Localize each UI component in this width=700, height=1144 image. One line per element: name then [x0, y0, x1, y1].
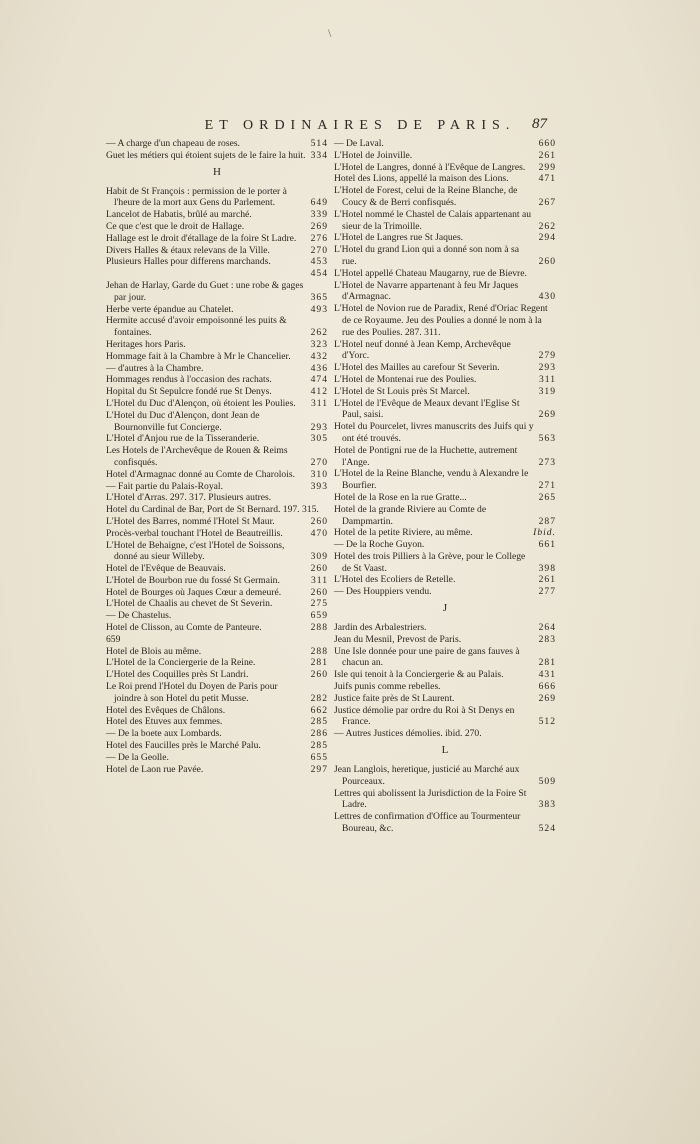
entry-page-ref: 270	[310, 244, 328, 256]
index-entry	[334, 681, 556, 693]
index-entry	[334, 244, 556, 268]
entry-page-ref: 288	[310, 645, 328, 657]
entry-text: — De Chastelus.	[106, 610, 172, 622]
entry-text: L'Hotel de Novion rue de Paradix, René d'Oriac Regent de ce Royaume. Jeu des Poulies a donné le nom à la rue des Poulies. 287. 311.	[334, 303, 548, 338]
index-entry	[106, 705, 328, 717]
index-entry	[106, 386, 328, 398]
entry-text: L'Hotel de Forest, celui de la Reine Blanche, de Coucy & de Berri confisqués.	[334, 185, 518, 208]
entry-page-ref: 655	[310, 751, 328, 763]
index-entry	[106, 315, 328, 339]
entry-page-ref: 288	[310, 622, 328, 634]
entry-text: Hotel du Cardinal de Bar, Port de St Bernard. 197. 315.	[106, 504, 319, 516]
index-entry	[334, 374, 556, 386]
entry-text: Lancelot de Habatis, brûlé au marché.	[106, 209, 252, 221]
entry-text: L'Hotel d'Anjou rue de la Tisseranderie.	[106, 433, 260, 445]
index-entry	[334, 811, 556, 835]
index-entry	[334, 646, 556, 670]
index-entry	[334, 173, 556, 185]
entry-text: Hotel de la petite Riviere, au même.	[334, 527, 473, 539]
entry-page-ref: 285	[310, 716, 328, 728]
entry-page-ref: 311	[310, 574, 328, 586]
index-entry	[106, 339, 328, 351]
index-entry	[334, 468, 556, 492]
index-entry	[334, 492, 556, 504]
index-entry	[334, 669, 556, 681]
index-entry	[106, 504, 328, 516]
index-entry	[106, 516, 328, 528]
index-entry	[106, 433, 328, 445]
entry-text: L'Hotel de Joinville.	[334, 149, 413, 161]
entry-text: L'Hotel des Coquilles près St Landri.	[106, 669, 249, 681]
entry-text: Plusieurs Halles pour differens marchands.	[106, 256, 271, 268]
entry-text: L'Hotel des Barres, nommé l'Hotel St Maur.	[106, 515, 275, 527]
entry-text: Hotel de Clisson, au Comte de Panteure.	[106, 622, 262, 634]
entry-page-ref: 287	[538, 515, 556, 527]
entry-page-ref: 262	[310, 327, 328, 339]
entry-page-ref: 281	[310, 657, 328, 669]
page-number: 87	[532, 116, 547, 132]
index-entry	[106, 410, 328, 434]
entry-page-ref: 269	[538, 409, 556, 421]
entry-page-ref: 493	[310, 303, 328, 315]
entry-text: L'Hotel de Chaalis au chevet de St Severin.	[106, 598, 273, 610]
entry-page-ref: 261	[538, 149, 556, 161]
entry-text: L'Hotel de la Reine Blanche, vendu à Alexandre le Bourfier.	[334, 468, 529, 492]
entry-text: Divers Halles & étaux relevans de la Ville.	[106, 244, 270, 256]
index-entry	[334, 705, 556, 729]
entry-text: Heritages hors Paris.	[106, 338, 186, 350]
entry-text: L'Hotel de Montenai rue des Poulies.	[334, 373, 477, 385]
index-column-left	[106, 138, 328, 775]
index-entry	[106, 374, 328, 386]
index-entry	[106, 634, 328, 646]
entry-page-ref: 649	[310, 197, 328, 209]
index-entry	[106, 646, 328, 658]
index-entry	[334, 185, 556, 209]
entry-text: Hotel des Evêques de Châlons.	[106, 704, 226, 716]
index-entry	[334, 280, 556, 304]
index-entry	[106, 610, 328, 622]
index-entry	[334, 527, 556, 539]
index-entry	[106, 669, 328, 681]
entry-text: Guet les métiers qui étoient sujets de le faire la huit.	[106, 149, 306, 161]
entry-page-ref: 299	[538, 161, 556, 173]
index-entry	[334, 551, 556, 575]
index-entry	[334, 268, 556, 280]
entry-text: — Des Houppiers vendu.	[334, 586, 432, 598]
entry-text: Herbe verte épandue au Chatelet.	[106, 303, 234, 315]
entry-text: Procès-verbal touchant l'Hotel de Beautreillis.	[106, 527, 283, 539]
index-entry	[106, 563, 328, 575]
index-entry	[106, 740, 328, 752]
entry-page-ref: 524	[538, 823, 556, 835]
entry-text: — Autres Justices démolies. ibid. 270.	[334, 728, 482, 740]
entry-page-ref: 293	[538, 362, 556, 374]
index-entry	[334, 574, 556, 586]
entry-page-ref: 660	[538, 138, 556, 149]
index-entry	[106, 540, 328, 564]
entry-text: Hotel de Laon rue Pavée.	[106, 763, 204, 775]
entry-page-ref: 514	[310, 138, 328, 149]
index-entry	[334, 150, 556, 162]
entry-text: L'Hotel neuf donné à Jean Kemp, Archevêque d'Yorc.	[334, 338, 511, 362]
index-entry	[334, 445, 556, 469]
entry-page-ref: 431	[538, 669, 556, 681]
entry-page-ref: 262	[538, 220, 556, 232]
index-entry	[334, 232, 556, 244]
index-entry	[106, 186, 328, 210]
entry-text: Hotel des Lions, appellé la maison des Lions.	[334, 173, 509, 185]
entry-text: Une Isle donnée pour une paire de gans fauves à chacun an.	[334, 645, 520, 669]
entry-page-ref: 563	[538, 432, 556, 444]
index-entry	[334, 303, 556, 338]
entry-text: Hotel de la grande Riviere au Comte de Dampmartin.	[334, 503, 487, 527]
index-entry	[106, 256, 328, 268]
entry-page-ref: 393	[310, 480, 328, 492]
entry-page-ref: 339	[310, 209, 328, 221]
entry-text: Jehan de Harlay, Garde du Guet : une robe & gages par jour.	[106, 279, 304, 303]
entry-text: L'Hotel de l'Evêque de Meaux devant l'Eglise St Paul, saisi.	[334, 397, 520, 421]
entry-page-ref: 285	[310, 740, 328, 752]
entry-page-ref: 383	[538, 799, 556, 811]
entry-text: L'Hotel de Navarre appartenant à feu Mr Jaques d'Armagnac.	[334, 279, 519, 303]
index-entry	[334, 386, 556, 398]
entry-text: L'Hotel des Ecoliers de Retelle.	[334, 574, 456, 586]
entry-page-ref: 430	[538, 291, 556, 303]
running-head: ET ORDINAIRES DE PARIS.	[204, 118, 516, 133]
index-entry	[334, 339, 556, 363]
index-entry	[106, 233, 328, 245]
entry-text: Isle qui tenoit à la Conciergerie & au Palais.	[334, 669, 504, 681]
entry-page-ref: 474	[310, 374, 328, 386]
entry-page-ref: 432	[310, 350, 328, 362]
entry-page-ref: 311	[538, 373, 556, 385]
index-entry	[334, 622, 556, 634]
entry-text: — d'autres à la Chambre.	[106, 362, 204, 374]
entry-page-ref: 661	[538, 539, 556, 551]
entry-text: L'Hotel de Behaigne, c'est l'Hotel de Soissons, donné au sieur Willeby.	[106, 539, 285, 563]
entry-page-ref: 311	[310, 397, 328, 409]
index-entry	[106, 445, 328, 469]
entry-text: — A charge d'un chapeau de roses.	[106, 138, 240, 149]
entry-page-ref: 293	[310, 421, 328, 433]
entry-text: Hotel de la Rose en la rue Gratte...	[334, 491, 467, 503]
entry-text: L'Hotel des Mailles au carefour St Severin.	[334, 362, 500, 374]
section-letter: J	[442, 602, 448, 615]
entry-page-ref: 319	[538, 385, 556, 397]
section-letter: L	[441, 744, 449, 757]
index-entry	[334, 788, 556, 812]
entry-text: L'Hotel du Duc d'Alençon, où étoient les Poulies.	[106, 397, 296, 409]
index-entry	[106, 598, 328, 610]
entry-text: Lettres qui abolissent la Jurisdiction de la Foire St Ladre.	[334, 787, 527, 811]
entry-page-ref: 509	[538, 775, 556, 787]
index-entry	[106, 622, 328, 634]
entry-page-ref: 267	[538, 196, 556, 208]
index-entry	[106, 138, 328, 150]
entry-text: Le Roi prend l'Hotel du Doyen de Paris pour joindre à son Hotel du petit Musse.	[106, 681, 278, 704]
entry-page-ref: 662	[310, 704, 328, 716]
entry-text: Habit de St François : permission de le porter à l'heure de la mort aux Gens du Parlement.	[106, 185, 287, 209]
entry-text: — Fait partie du Palais-Royal.	[106, 480, 223, 492]
entry-text: Hotel du Pourcelet, livres manuscrits des Juifs qui y ont été trouvés.	[334, 421, 534, 444]
entry-text: Hopital du St Sepulcre fondé rue St Denys.	[106, 386, 272, 398]
index-entry	[334, 504, 556, 528]
fold-mark: \	[328, 26, 332, 40]
entry-page-ref: 275	[310, 598, 328, 610]
section-letter: H	[213, 165, 221, 178]
index-entry	[106, 150, 328, 162]
entry-text: Hallage est le droit d'étallage de la foire St Ladre.	[106, 232, 297, 244]
entry-page-ref: 271	[538, 480, 556, 492]
entry-page-ref: 454	[310, 268, 328, 280]
index-entry	[106, 245, 328, 257]
entry-text: Hermite accusé d'avoir empoisonné les puits & fontaines.	[106, 315, 287, 339]
index-entry	[334, 421, 556, 445]
entry-text: L'Hotel du Duc d'Alençon, dont Jean de Bournonville fut Concierge.	[106, 409, 260, 433]
entry-page-ref: 412	[310, 386, 328, 398]
entry-text: L'Hotel de St Louis près St Marcel.	[334, 385, 470, 397]
entry-page-ref: 305	[310, 433, 328, 445]
entry-text: Jean Langlois, heretique, justicié au Marché aux Pourceaux.	[334, 764, 520, 787]
index-entry	[334, 586, 556, 598]
entry-page-ref: 365	[310, 291, 328, 303]
entry-page-ref: 273	[538, 456, 556, 468]
entry-page-ref: 265	[538, 491, 556, 503]
entry-page-ref: 310	[310, 468, 328, 480]
index-entry	[334, 693, 556, 705]
index-entry	[334, 539, 556, 551]
entry-text: L'Hotel d'Arras. 297. 317. Plusieurs autres.	[106, 492, 272, 504]
entry-text: — De Laval.	[334, 138, 384, 149]
entry-page-ref: 269	[310, 220, 328, 232]
index-entry	[106, 681, 328, 705]
entry-text: Hommages rendus à l'occasion des rachats.	[106, 374, 272, 386]
entry-text: — De la Roche Guyon.	[334, 539, 425, 551]
entry-page-ref: 323	[310, 338, 328, 350]
entry-text: Juifs punis comme rebelles.	[334, 681, 441, 693]
entry-page-ref: 659	[310, 610, 328, 622]
index-entry	[106, 764, 328, 776]
entry-text: Hotel de Bourges où Jaques Cœur a demeuré.	[106, 586, 282, 598]
entry-page-ref: 666	[538, 681, 556, 693]
entry-page-ref: 260	[310, 669, 328, 681]
entry-page-ref: Ibid.	[533, 527, 556, 539]
entry-text: Justice démolie par ordre du Roi à St Denys en France.	[334, 704, 515, 728]
entry-page-ref: 282	[310, 692, 328, 704]
index-entry	[106, 398, 328, 410]
entry-page-ref: 471	[538, 173, 556, 185]
index-entry	[106, 528, 328, 540]
index-entry	[106, 469, 328, 481]
index-entry	[106, 587, 328, 599]
index-entry	[334, 728, 556, 740]
index-entry	[106, 363, 328, 375]
entry-text: Hommage fait à la Chambre à Mr le Chancelier.	[106, 350, 291, 362]
entry-page-ref: 398	[538, 562, 556, 574]
entry-page-ref: 277	[538, 586, 556, 598]
entry-text: Hotel de l'Evêque de Beauvais.	[106, 563, 226, 575]
entry-text: Lettres de confirmation d'Office au Tourmenteur Boureau, &c.	[334, 811, 521, 835]
entry-page-ref: 512	[538, 716, 556, 728]
entry-text: Hotel de Blois au même.	[106, 645, 202, 657]
entry-page-ref: 260	[310, 515, 328, 527]
entry-page-ref: 260	[310, 563, 328, 575]
index-entry	[106, 728, 328, 740]
entry-page-ref: 334	[310, 149, 328, 161]
entry-page-ref: 264	[538, 622, 556, 634]
entry-page-ref: 276	[310, 232, 328, 244]
index-entry	[106, 351, 328, 363]
index-entry	[106, 492, 328, 504]
entry-page-ref: 279	[538, 350, 556, 362]
entry-page-ref: 309	[310, 551, 328, 563]
entry-text: — De la boete aux Lombards.	[106, 728, 222, 740]
entry-text: L'Hotel de Langres rue St Jaques.	[334, 232, 464, 244]
entry-page-ref: 453	[310, 256, 328, 268]
entry-text: Hotel d'Armagnac donné au Comte de Charolois.	[106, 468, 296, 480]
entry-text: Jardin des Arbalestriers.	[334, 622, 427, 634]
entry-page-ref: 281	[538, 657, 556, 669]
entry-page-ref: 269	[538, 692, 556, 704]
entry-text: Hotel des trois Pilliers à la Grève, pour le College de St Vaast.	[334, 550, 526, 574]
index-entry	[334, 209, 556, 233]
entry-page-ref: 260	[310, 586, 328, 598]
entry-text: Hotel des Etuves aux femmes.	[106, 716, 223, 728]
entry-page-ref: 261	[538, 574, 556, 586]
index-entry	[106, 268, 328, 280]
entry-page-ref: 470	[310, 527, 328, 539]
entry-text: L'Hotel de Langres, donné à l'Evêque de Langres.	[334, 161, 526, 173]
entry-text: Ce que c'est que le droit de Hallage.	[106, 220, 245, 232]
entry-text: 659	[106, 633, 121, 645]
index-entry	[106, 280, 328, 304]
entry-text: Les Hotels de l'Archevêque de Rouen & Reims confisqués.	[106, 445, 288, 468]
index-entry	[334, 362, 556, 374]
index-entry	[334, 398, 556, 422]
index-entry	[334, 634, 556, 646]
index-entry	[106, 481, 328, 493]
entry-page-ref: 286	[310, 728, 328, 740]
entry-text: Justice faite près de St Laurent.	[334, 692, 455, 704]
index-entry	[334, 138, 556, 150]
index-entry	[106, 716, 328, 728]
index-entry	[106, 304, 328, 316]
index-entry	[334, 764, 556, 788]
index-entry	[106, 209, 328, 221]
index-entry	[106, 657, 328, 669]
index-entry	[106, 752, 328, 764]
index-entry	[106, 221, 328, 233]
entry-text: L'Hotel nommé le Chastel de Calais appartenant au sieur de la Trimoille.	[334, 208, 532, 232]
entry-text: L'Hotel de la Conciergerie de la Reine.	[106, 657, 256, 669]
entry-page-ref: 283	[538, 633, 556, 645]
entry-page-ref: 260	[538, 255, 556, 267]
index-entry	[334, 162, 556, 174]
entry-page-ref: 436	[310, 362, 328, 374]
entry-text: L'Hotel appellé Chateau Maugarny, rue de Bievre.	[334, 267, 527, 279]
entry-text: Hotel des Faucilles près le Marché Palu.	[106, 740, 261, 752]
entry-page-ref: 270	[310, 456, 328, 468]
entry-page-ref: 294	[538, 232, 556, 244]
entry-text: — De la Geolle.	[106, 751, 169, 763]
entry-text: Jean du Mesnil, Prevost de Paris.	[334, 633, 462, 645]
entry-text: L'Hotel de Bourbon rue du fossé St Germain.	[106, 574, 280, 586]
entry-text: L'Hotel du grand Lion qui a donné son nom à sa rue.	[334, 244, 520, 267]
index-column-right	[334, 138, 556, 835]
index-entry	[106, 575, 328, 587]
entry-text: Hotel de Pontigni rue de la Huchette, autrement l'Ange.	[334, 444, 518, 468]
entry-page-ref: 297	[310, 763, 328, 775]
